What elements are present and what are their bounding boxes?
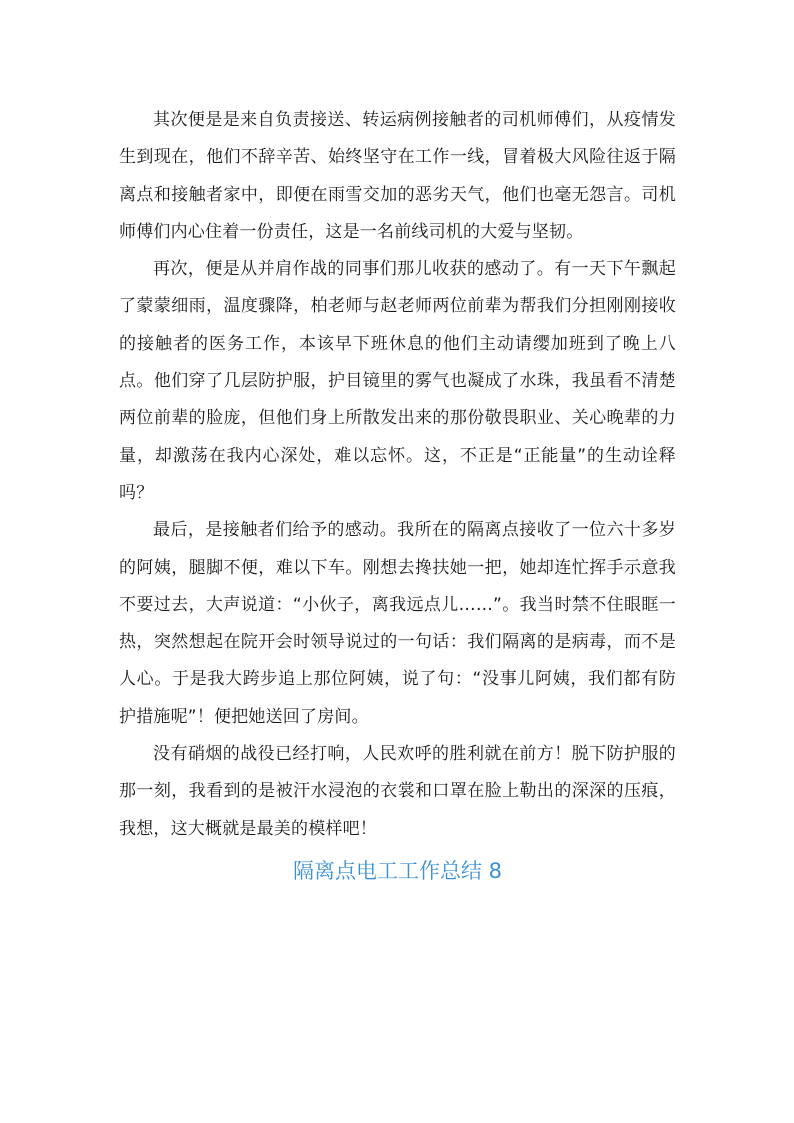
paragraph-colleagues: 再次，便是从并肩作战的同事们那儿收获的感动了。有一天下午飘起了蒙蒙细雨，温度骤降，柏老师与赵老师两位前辈为帮我们分担刚刚接收的接触者的医务工作，本该早下班休息的他们主动请缨加班到了晚上八点。他们穿了几层防护服，护目镜里的雾气也凝成了水珠，我虽看不清楚两位前辈的脸庞，但他们身上所散发出来的那份敬畏职业、关心晚辈的力量，却激荡在我内心深处，难以忘怀。这，不正是“正能量”的生动诠释吗？ — [119, 259, 676, 503]
paragraph-contacts: 最后，是接触者们给予的感动。我所在的隔离点接收了一位六十多岁的阿姨，腿脚不便，难以下车。刚想去搀扶她一把，她却连忙挥手示意我不要过去，大声说道：“小伙子，离我远点儿……”。我当时禁不住眼眶一热，突然想起在院开会时领导说过的一句话：我们隔离的是病毒，而不是人心。于是我大跨步追上那位阿姨，说了句：“没事儿阿姨，我们都有防护措施呢”！便把她送回了房间。 — [119, 520, 676, 727]
paragraph-drivers: 其次便是是来自负责接送、转运病例接触者的司机师傅们，从疫情发生到现在，他们不辞辛苦、始终坚守在工作一线，冒着极大风险往返于隔离点和接触者家中，即便在雨雪交加的恶劣天气，他们也毫无怨言。司机师傅们内心住着一份责任，这是一名前线司机的大爱与坚韧。 — [119, 110, 676, 242]
paragraph-conclusion: 没有硝烟的战役已经打响，人民欢呼的胜利就在前方！脱下防护服的那一刻，我看到的是被汗水浸泡的衣裳和口罩在脸上勒出的深深的压痕，我想，这大概就是最美的模样吧！ — [119, 744, 676, 839]
document-body — [119, 102, 676, 886]
section-heading: 隔离点电工工作总结 8 — [292, 858, 503, 883]
